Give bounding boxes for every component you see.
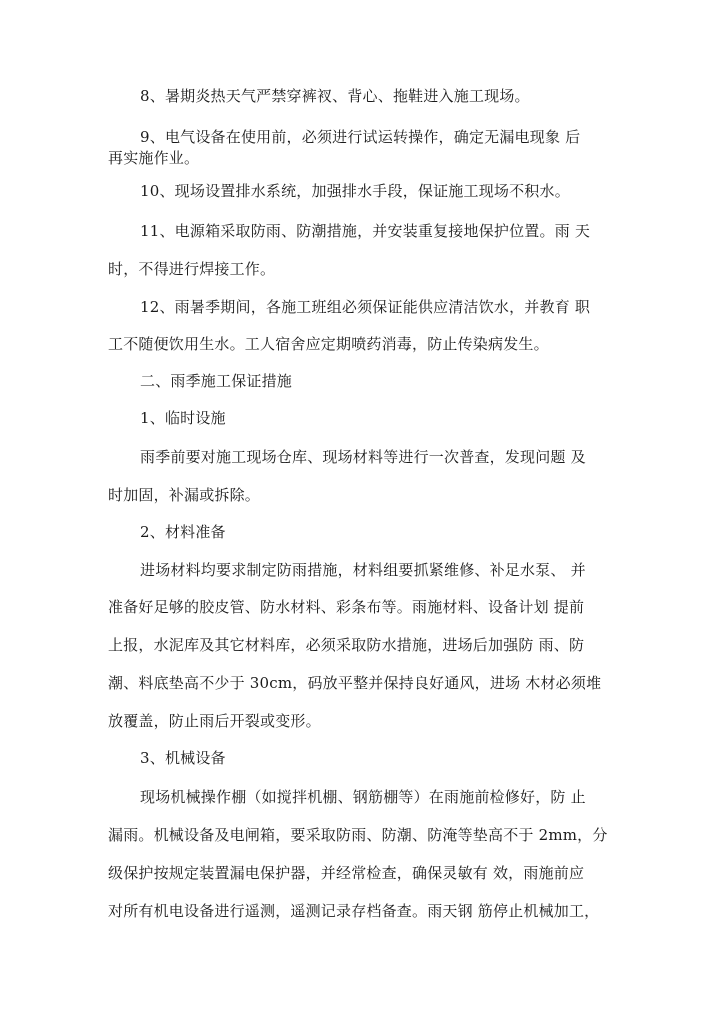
paragraph-line: 准备好足够的胶皮管、防水材料、彩条布等。雨施材料、设备计划 提前 (108, 598, 585, 616)
paragraph-line: 再实施作业。 (108, 149, 200, 167)
paragraph-line: 放覆盖，防止雨后开裂或变形。 (108, 712, 321, 730)
paragraph-line: 雨季前要对施工现场仓库、现场材料等进行一次普查，发现问题 及 (140, 448, 586, 466)
paragraph-line: 对所有机电设备进行遥测，遥测记录存档备查。雨天钢 筋停止机械加工， (108, 902, 600, 920)
paragraph-line: 8、暑期炎热天气严禁穿裤衩、背心、拖鞋进入施工现场。 (140, 87, 530, 105)
paragraph-line: 上报，水泥库及其它材料库，必须采取防水措施，进场后加强防 雨、防 (108, 636, 585, 654)
paragraph-line: 时加固，补漏或拆除。 (108, 486, 261, 504)
paragraph-line: 12、雨暑季期间，各施工班组必须保证能供应清洁饮水，并教育 职 (140, 298, 591, 316)
subsection-heading: 2、材料准备 (140, 523, 226, 541)
subsection-heading: 3、机械设备 (140, 749, 226, 767)
subsection-heading: 1、临时设施 (140, 409, 226, 427)
paragraph-line: 9、电气设备在使用前，必须进行试运转操作，确定无漏电现象 后 (140, 128, 581, 146)
paragraph-line: 工不随便饮用生水。工人宿舍应定期喷药消毒，防止传染病发生。 (108, 335, 549, 353)
paragraph-line: 时，不得进行焊接工作。 (108, 260, 276, 278)
paragraph-line: 进场材料均要求制定防雨措施，材料组要抓紧维修、补足水泵、 并 (140, 561, 586, 579)
paragraph-line: 漏雨。机械设备及电闸箱，要采取防雨、防潮、防淹等垫高不于 2mm，分 (108, 826, 608, 844)
paragraph-line: 11、电源箱采取防雨、防潮措施，并安装重复接地保护位置。雨 天 (140, 222, 591, 240)
paragraph-line: 10、现场设置排水系统，加强排水手段，保证施工现场不积水。 (140, 182, 570, 200)
paragraph-line: 现场机械操作棚（如搅拌机棚、钢筋棚等）在雨施前检修好，防 止 (140, 788, 586, 806)
section-heading: 二、雨季施工保证措施 (140, 372, 293, 390)
paragraph-line: 潮、料底垫高不少于 30cm，码放平整并保持良好通风，进场 木材必须堆 (108, 674, 602, 692)
paragraph-line: 级保护按规定装置漏电保护器，并经常检查，确保灵敏有 效，雨施前应 (108, 864, 585, 882)
